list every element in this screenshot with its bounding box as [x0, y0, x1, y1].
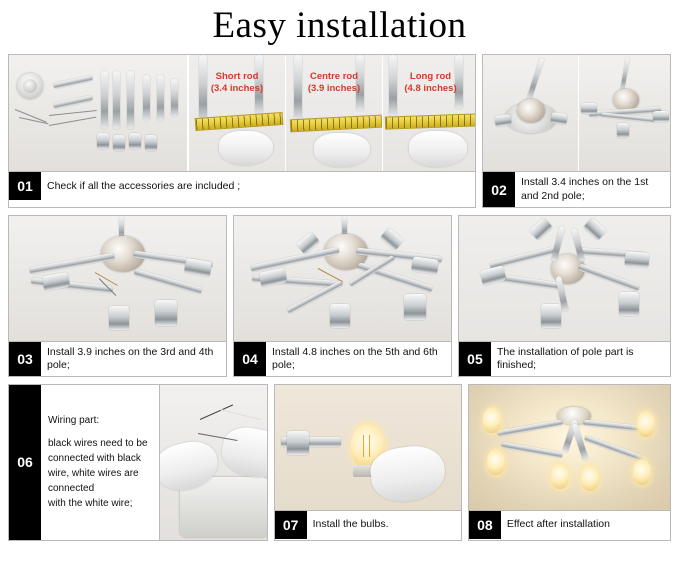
wire [49, 117, 96, 126]
page-title: Easy installation [212, 5, 467, 46]
rod-piece [157, 75, 164, 121]
socket-piece [330, 304, 350, 328]
rod-arm [578, 263, 641, 291]
step-number-06: 06 [9, 385, 41, 540]
step-card-03 [8, 215, 227, 377]
light-bulb [633, 459, 651, 485]
step-caption-08: Effect after installation [506, 518, 610, 531]
step-photo-05 [459, 216, 670, 341]
tape-measure [290, 115, 383, 133]
step-card-02 [482, 54, 671, 207]
photo-two-poles [578, 55, 670, 171]
socket-piece [617, 123, 629, 138]
step-photo-07 [275, 385, 461, 510]
tape-measure [195, 112, 284, 131]
step-card-06 [8, 384, 268, 541]
annotation-centre-rod: Centre rod (3.9 inches) [307, 71, 361, 94]
bulb-filament [369, 435, 370, 457]
step-card-07 [274, 384, 462, 541]
rod-arm [29, 252, 115, 274]
step-photo-03 [9, 216, 226, 341]
socket-piece [287, 431, 309, 455]
light-bulb [551, 463, 569, 489]
step-caption-bar-03 [9, 341, 226, 376]
step-number-04: 04 [234, 342, 266, 376]
photo-centre-rod [285, 55, 382, 171]
step-card-01 [8, 54, 476, 207]
socket-piece [529, 217, 553, 241]
bulb-filament [363, 435, 364, 457]
socket-piece [583, 217, 607, 241]
step-06-body [9, 385, 267, 540]
rod-piece [53, 75, 93, 89]
gloved-hand [219, 131, 273, 165]
step-caption-bar-01 [9, 171, 475, 200]
rod-piece [127, 71, 134, 129]
socket-piece [480, 265, 507, 285]
wire-white [220, 409, 261, 420]
step-number-01: 01 [9, 172, 41, 200]
socket-piece [113, 135, 125, 151]
step-number-08: 08 [469, 511, 501, 539]
socket-piece [619, 292, 639, 316]
socket-piece [380, 227, 404, 251]
annotation-short-rod: Short rod (3.4 inches) [210, 71, 264, 94]
step-caption-bar-05 [459, 341, 670, 376]
rod-piece [53, 95, 93, 109]
steps-row-1 [8, 54, 671, 207]
rod-vertical [526, 58, 544, 101]
light-bulb [483, 407, 501, 433]
light-bulb [581, 465, 599, 491]
step-caption-03: Install 3.9 inches on the 3rd and 4th pole; [47, 345, 214, 371]
rod-arm [497, 419, 563, 436]
gloved-hand [314, 133, 370, 167]
light-bulb [487, 449, 505, 475]
rod-piece [143, 75, 150, 121]
rod-arm [501, 442, 563, 459]
step-photo-04 [234, 216, 451, 341]
rod-arm [584, 435, 642, 461]
socket-piece [404, 294, 426, 320]
gloved-hand [409, 131, 467, 167]
step-number-03: 03 [9, 342, 41, 376]
step-card-05 [458, 215, 671, 377]
photo-accessories [9, 55, 187, 171]
wire [49, 110, 97, 116]
rod-horizontal [601, 113, 655, 124]
step-caption-02: Install 3.4 inches on the 1st and 2nd pole; [521, 176, 649, 202]
socket-piece [155, 300, 177, 326]
photo-canopy-rod [483, 55, 577, 171]
step-photo-02 [483, 55, 670, 171]
step-caption-06: Wiring part: black wires need to be connected with black wire, white wires are connected with the white wire; [48, 415, 148, 510]
step-photo-08 [469, 385, 670, 510]
light-bulb [637, 411, 655, 437]
step-number-02: 02 [483, 172, 515, 206]
step-caption-05: The installation of pole part is finished; [496, 345, 634, 371]
socket-piece [411, 256, 439, 274]
socket-piece [97, 133, 109, 149]
rod-piece [101, 71, 108, 129]
rod-piece [113, 71, 120, 129]
step-caption-bar-07 [275, 510, 461, 539]
step-caption-04: Install 4.8 inches on the 5th and 6th pole; [271, 345, 438, 371]
socket-piece [541, 304, 561, 328]
step-caption-bar-04 [234, 341, 451, 376]
step-card-08 [468, 384, 671, 541]
socket-piece [145, 135, 157, 151]
step-number-07: 07 [275, 511, 307, 539]
step-photo-01 [9, 55, 475, 171]
steps-row-3 [8, 384, 671, 541]
steps-grid [0, 54, 679, 541]
photo-short-rod [188, 55, 285, 171]
socket-piece [624, 251, 649, 268]
step-number-05: 05 [459, 342, 491, 376]
steps-row-2 [8, 215, 671, 377]
step-photo-06 [159, 385, 267, 540]
step-caption-bar-08 [469, 510, 670, 539]
rod-piece [171, 79, 178, 117]
step-caption-01: Check if all the accessories are included ; [47, 179, 241, 192]
photo-long-rod [382, 55, 475, 171]
socket-piece [653, 111, 669, 122]
socket-piece [129, 133, 141, 149]
rod-vertical [620, 57, 630, 91]
step-card-04 [233, 215, 452, 377]
rod-arm [571, 423, 588, 461]
step-caption-bar-02 [483, 171, 670, 206]
socket-piece [109, 306, 129, 330]
gloved-hand [218, 424, 266, 483]
tape-measure [385, 114, 475, 130]
step-caption-07: Install the bulbs. [312, 518, 389, 531]
annotation-long-rod: Long rod (4.8 inches) [404, 71, 457, 94]
socket-piece [581, 103, 597, 114]
